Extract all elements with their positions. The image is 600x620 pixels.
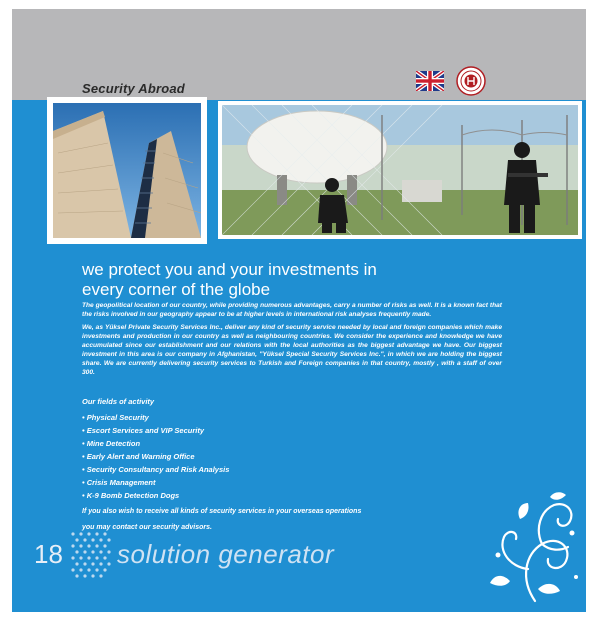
closing-text	[82, 506, 442, 538]
body-text	[82, 301, 502, 381]
fields-title: Our fields of activity	[82, 397, 155, 406]
brochure-page	[12, 9, 586, 612]
company-seal-icon	[456, 66, 486, 96]
list-item: • Early Alert and Warning Office	[82, 450, 229, 463]
headline-line-2: every corner of the globe	[82, 280, 271, 299]
security-guards-photo	[218, 101, 582, 239]
list-item: • Crisis Management	[82, 476, 229, 489]
list-item: • Mine Detection	[82, 437, 229, 450]
fields-list	[82, 411, 229, 502]
footer-title: solution generator	[117, 539, 335, 569]
paragraph-1: The geopolitical location of our country, while providing numerous advantages, carry a number of risks as well. It is a known fact that the risks involved in our geography appear to be at higher levels in international risk analyses frequently made.	[82, 302, 502, 318]
list-item: • Escort Services and VIP Security	[82, 424, 229, 437]
floral-swirl-ornament	[480, 489, 580, 607]
dot-pattern-icon	[69, 530, 113, 578]
headline	[82, 260, 412, 300]
closing-line-1: If you also wish to receive all kinds of security services in your overseas operations	[82, 508, 362, 515]
uk-flag-icon	[416, 71, 444, 91]
page-number: 18	[34, 539, 63, 569]
building-facade-photo	[47, 97, 207, 244]
list-item: • K-9 Bomb Detection Dogs	[82, 489, 229, 502]
headline-line-1: we protect you and your investments in	[82, 260, 377, 279]
list-item: • Physical Security	[82, 411, 229, 424]
paragraph-2: We, as Yüksel Private Security Services Inc., deliver any kind of security service needed by local and foreign companies which make investments and production in our country as well as neighbouring countries. We consider the experience and knowledge we have accumulated since our establishment and our relations with the local authorities as the biggest advantage we have. Our biggest investment in this area is our company in Afghanistan, "Yüksel Special Security Services Inc.", in which we are holding the biggest share. We are currently delivering security services to Turkish and Foreign companies in that country, mostly , with a staff of over 300.	[82, 324, 502, 376]
section-title: Security Abroad	[82, 81, 185, 96]
list-item: • Security Consultancy and Risk Analysis	[82, 463, 229, 476]
closing-line-2: you may contact our security advisors.	[82, 524, 212, 531]
